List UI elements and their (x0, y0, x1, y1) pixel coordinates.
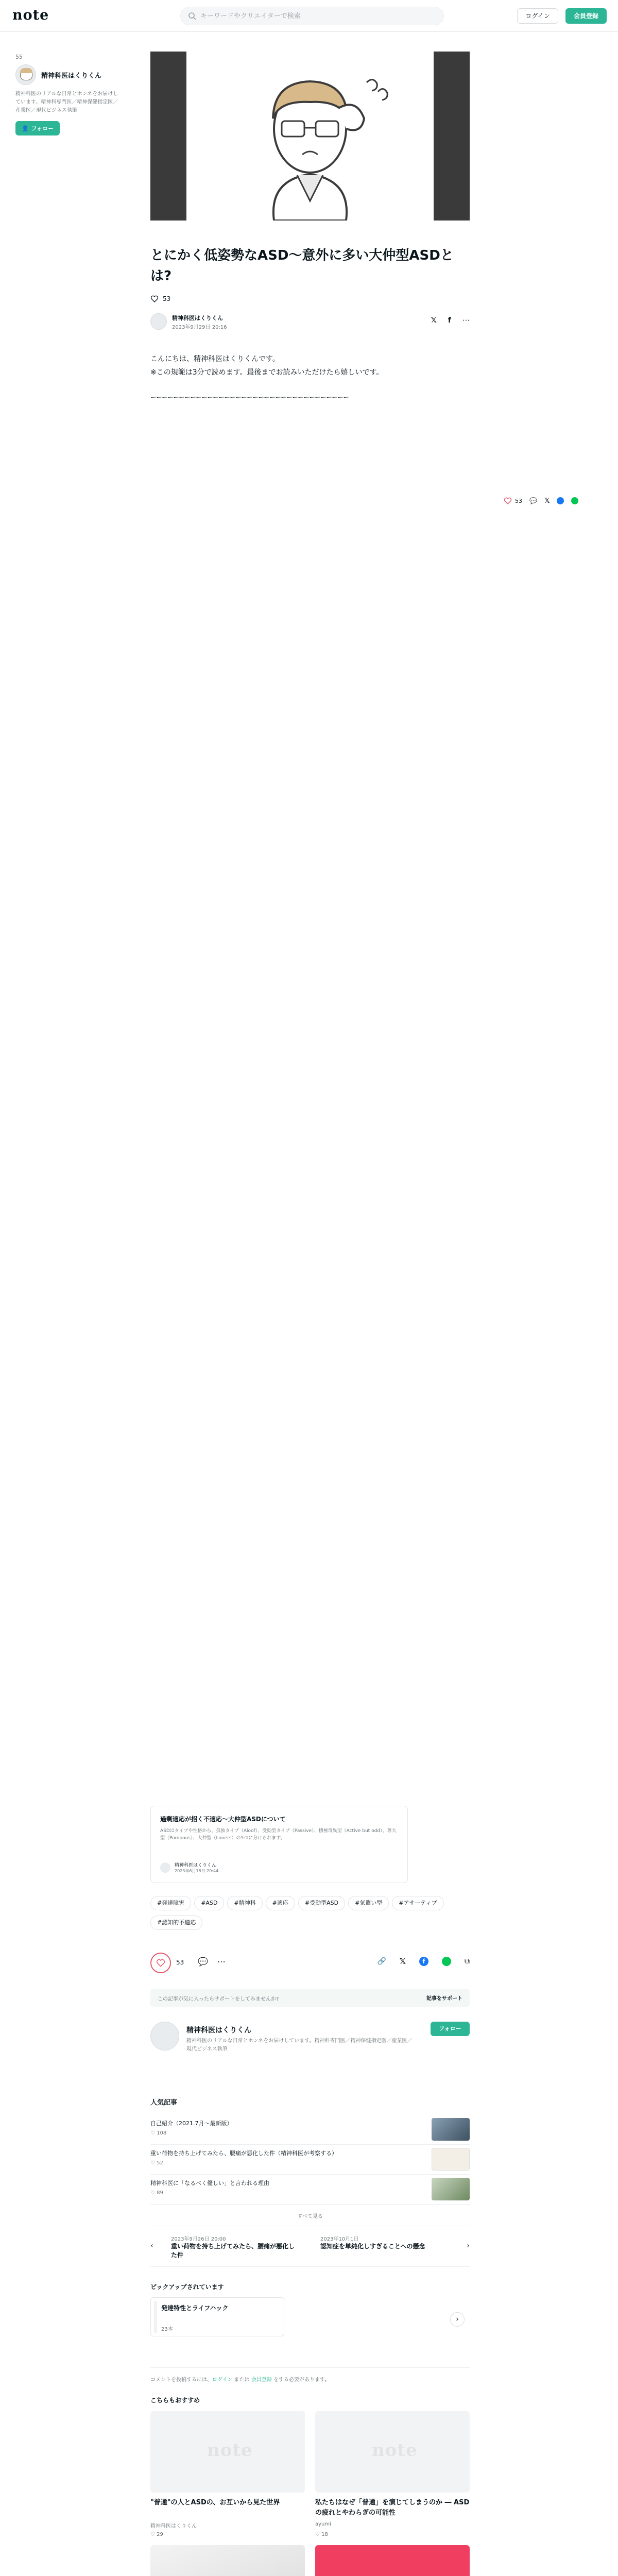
tag[interactable]: #精神科 (227, 1896, 262, 1910)
heart-icon[interactable] (504, 497, 512, 505)
recommend-section (150, 2396, 470, 2576)
recommend-thumbnail: note (150, 2411, 305, 2493)
popular-item-likes: ♡ 52 (150, 2160, 163, 2166)
author-card (150, 2022, 470, 2078)
embed-desc: ASDはタイプや性格から、孤独タイプ（Aloof）、受動型タイプ（Passive）、積極奇異型（Active but odd）、尊大型（Pompous）、大仲型（Loners）の5つに分けられます。 (160, 1828, 397, 1841)
like-button[interactable] (150, 1953, 171, 1973)
tag[interactable]: #気遣い型 (348, 1896, 389, 1910)
copy-icon[interactable]: ⧉ (465, 1957, 470, 1965)
follow-icon: 👤 (22, 125, 29, 132)
comment-prompt-post: をする必要があります。 (271, 2377, 330, 2383)
line-share-icon[interactable] (571, 497, 578, 504)
floating-share-rail (504, 495, 607, 507)
login-button[interactable]: ログイン (517, 8, 558, 24)
recommend-thumbnail: note (315, 2411, 470, 2493)
reading-time-paragraph (150, 366, 470, 379)
embed-author: 精神科医はくりくん (175, 1863, 217, 1868)
byline-avatar[interactable] (150, 313, 167, 330)
chevron-left-icon: ‹ (150, 2242, 153, 2250)
support-button[interactable]: 記事をサポート (426, 1996, 462, 2002)
popular-item-likes: ♡ 108 (150, 2130, 167, 2136)
popular-item-title: 精神科医に「なるべく優しい」と言われる理由 (150, 2180, 269, 2187)
comment-prompt-pre: コメントを投稿するには、 (150, 2377, 212, 2383)
doctor-illustration (186, 52, 434, 221)
comment-icon[interactable]: 💬 (529, 497, 537, 504)
prev-article-title: 重い荷物を持ち上げてみたら、腰痛が悪化した件 (171, 2243, 295, 2259)
heart-icon[interactable] (150, 295, 159, 303)
popular-item-thumbnail (432, 2148, 470, 2171)
recommend-card-author[interactable]: 精神科医はくりくん (150, 2523, 197, 2529)
next-article-date: 2023年10月1日 (320, 2236, 359, 2242)
recommend-card-author[interactable]: ayumi (315, 2521, 331, 2527)
facebook-share-icon[interactable]: f (448, 316, 451, 325)
recommend-card-likes: ♡ 29 (150, 2532, 163, 2537)
recommend-thumbnail (150, 2545, 305, 2576)
next-article-title: 認知症を単純化しすぎることへの懸念 (320, 2243, 425, 2250)
signup-button[interactable]: 会員登録 (565, 8, 607, 24)
recommend-card-like-count: 29 (157, 2532, 163, 2537)
action-bar (150, 1953, 470, 1975)
login-link[interactable]: ログイン (212, 2377, 233, 2383)
reading-time-line: ※この規範は3分で読めます。最後までお読みいただけたら嬉しいです。 (150, 368, 384, 377)
more-menu-icon[interactable]: ⋯ (217, 1957, 226, 1967)
popular-item-like-count: 52 (157, 2160, 163, 2166)
heart-icon (156, 1958, 165, 1968)
more-menu-icon[interactable]: ⋯ (462, 316, 470, 325)
sidebar-avatar[interactable] (15, 64, 36, 85)
next-article-link[interactable] (320, 2234, 470, 2251)
pickup-card-count: 23本 (161, 2327, 173, 2332)
sidebar-badge: 55 (15, 54, 23, 60)
article-title: とにかく低姿勢なASD～意外に多い大仲型ASDとは? (150, 248, 454, 284)
embed-date: 2023年6月18日 20:44 (175, 1869, 219, 1873)
comment-prompt (150, 2367, 470, 2383)
prev-article-link[interactable] (150, 2234, 300, 2260)
support-text: この記事が気に入ったらサポートをしてみませんか? (158, 1996, 279, 2002)
sidebar-follow-label: フォロー (31, 125, 54, 132)
search-input[interactable] (200, 7, 437, 25)
popular-item-thumbnail (432, 2118, 470, 2141)
tag[interactable]: #ASD (194, 1896, 224, 1910)
recommend-thumbnail (315, 2545, 470, 2576)
byline (150, 313, 470, 332)
sidebar-follow-button[interactable] (15, 121, 60, 135)
embed-avatar (160, 1862, 170, 1873)
divider: ーーーーーーーーーーーーーーーーーーーーーーーーーーーーーーーーーーー (150, 394, 349, 401)
author-card-name[interactable]: 精神科医はくりくん (186, 2026, 251, 2035)
author-card-bio: 精神科医のリアルな日常とホンネをお届けしています。精神科専門医／精神保健指定医／産業医／現代ビジネス執筆 (186, 2038, 413, 2052)
recommend-heading: こちらもおすすめ (150, 2397, 200, 2404)
author-card-follow-button[interactable]: フォロー (431, 2022, 470, 2036)
pickup-section (150, 2282, 470, 2336)
popular-item[interactable] (150, 2175, 470, 2205)
author-sidebar (15, 54, 118, 135)
tag[interactable]: #認知的不適応 (150, 1916, 202, 1930)
greeting-paragraph (150, 352, 470, 366)
popular-section (150, 2097, 470, 2219)
popular-item-title: 自己紹介（2021.7月〜最新版） (150, 2120, 233, 2127)
byline-author[interactable]: 精神科医はくりくん (172, 315, 223, 321)
prev-next-nav (150, 2226, 470, 2267)
popular-item-thumbnail (432, 2178, 470, 2200)
tag[interactable]: #発達障害 (150, 1896, 191, 1910)
popular-item[interactable] (150, 2115, 470, 2145)
popular-item-likes: ♡ 89 (150, 2190, 163, 2196)
embed-title: 過剰適応が招く不適応～大仲型ASDについて (160, 1816, 286, 1823)
facebook-share-icon[interactable] (557, 497, 564, 504)
search-box[interactable] (180, 7, 444, 25)
link-icon[interactable]: 🔗 (377, 1957, 386, 1965)
signup-link[interactable]: 会員登録 (251, 2377, 272, 2383)
hero-image (150, 52, 470, 221)
tag[interactable]: #受動型ASD (298, 1896, 345, 1910)
line-share-icon[interactable] (442, 1957, 451, 1966)
x-share-icon[interactable]: 𝕏 (544, 497, 550, 505)
comment-prompt-mid: または (232, 2377, 251, 2383)
title-like-count[interactable]: 53 (163, 295, 171, 302)
x-share-icon[interactable]: 𝕏 (431, 316, 437, 325)
recommend-card-title[interactable]: "普通"の人とASDの、お互いから見た世界 (150, 2499, 280, 2506)
sidebar-author-name[interactable]: 精神科医はくりくん (41, 72, 102, 80)
article (150, 52, 470, 2537)
support-bar (150, 1989, 470, 2007)
chevron-right-icon: › (467, 2242, 470, 2250)
note-logo[interactable]: note (12, 7, 49, 23)
floating-like-count[interactable]: 53 (515, 497, 522, 504)
sidebar-bio: 精神科医のリアルな日常とホンネをお届けしています。精神科専門医／精神保健指定医／産業医／現代ビジネス執筆 (15, 91, 118, 113)
pickup-card-title: 発達特性とライフハック (161, 2304, 229, 2312)
recommend-card-likes: ♡ 18 (315, 2532, 328, 2537)
byline-date: 2023年9月29日 20:16 (172, 325, 227, 330)
byline-share (431, 316, 470, 325)
popular-item-like-count: 108 (157, 2130, 167, 2136)
tag-list (150, 1896, 470, 1935)
prev-article-date: 2023年9月26日 20:00 (171, 2236, 226, 2242)
search-icon (188, 12, 196, 20)
tag[interactable]: #アサーティブ (392, 1896, 443, 1910)
tag[interactable]: #適応 (266, 1896, 295, 1910)
popular-more-link[interactable]: すべて見る (297, 2214, 323, 2219)
popular-item-like-count: 89 (157, 2190, 163, 2196)
article-body (150, 352, 470, 403)
site-header (0, 0, 618, 32)
recommend-card-title[interactable]: 私たちはなぜ「普通」を演じてしまうのか ― ASDの疲れとやわらぎの可能性 (315, 2499, 470, 2517)
pickup-next-button[interactable]: › (450, 2312, 465, 2327)
popular-heading: 人気記事 (150, 2099, 178, 2107)
popular-item-title: 重い荷物を持ち上げてみたら、腰痛が悪化した件（精神科医が考察する） (150, 2150, 337, 2157)
comment-icon[interactable]: 💬 (198, 1957, 208, 1967)
facebook-share-icon[interactable]: f (419, 1957, 428, 1966)
greeting-line: こんにちは、精神科医はくりくんです。 (150, 355, 280, 363)
author-card-avatar[interactable] (150, 2022, 179, 2050)
embed-card[interactable] (150, 1806, 408, 1883)
action-like-count[interactable]: 53 (176, 1959, 184, 1966)
pickup-card[interactable] (150, 2297, 284, 2336)
pickup-heading: ピックアップされています (150, 2283, 224, 2291)
popular-item[interactable] (150, 2145, 470, 2175)
title-like-row (150, 295, 470, 303)
x-share-icon[interactable]: 𝕏 (399, 1957, 406, 1966)
recommend-card-like-count: 18 (321, 2532, 328, 2537)
